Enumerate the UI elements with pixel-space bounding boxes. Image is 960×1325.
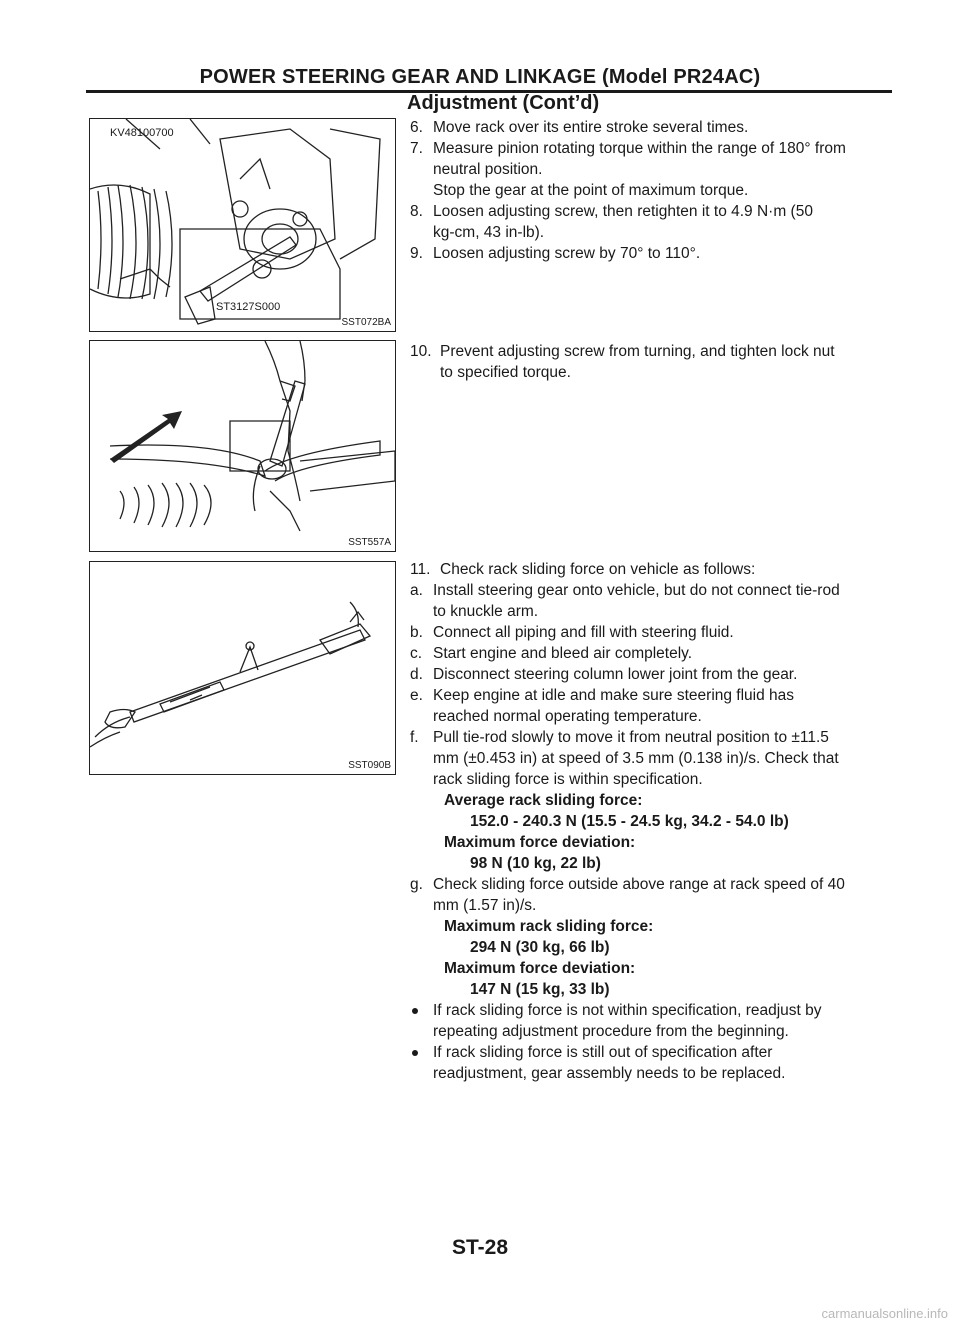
step-10-number: 10. bbox=[410, 343, 432, 360]
bullet-dot bbox=[412, 1050, 418, 1056]
substep-f-line: mm (±0.453 in) at speed of 3.5 mm (0.138 in)/s. Check that bbox=[433, 750, 839, 767]
spec-max-sliding-force-value: 294 N (30 kg, 66 lb) bbox=[470, 939, 610, 956]
step-11 bbox=[410, 559, 898, 1084]
steps-6-9 bbox=[410, 117, 898, 264]
step-8 bbox=[410, 201, 898, 243]
step-9-number: 9. bbox=[410, 245, 423, 262]
spec-average-sliding-force-value: 152.0 - 240.3 N (15.5 - 24.5 kg, 34.2 - 54.0 lb) bbox=[470, 813, 789, 830]
bullet-line: readjustment, gear assembly needs to be replaced. bbox=[433, 1065, 786, 1082]
spec-max-sliding-force-label: Maximum rack sliding force: bbox=[444, 918, 654, 935]
step-11-item bbox=[410, 559, 898, 580]
substep-b-letter: b. bbox=[410, 624, 423, 641]
substep-c-letter: c. bbox=[410, 645, 423, 662]
step-11-text: Check rack sliding force on vehicle as follows: bbox=[440, 561, 756, 578]
figure-rack-sliding-force bbox=[89, 561, 396, 775]
step-10-line: to specified torque. bbox=[440, 364, 571, 381]
step-9 bbox=[410, 243, 898, 264]
substep-c-text: Start engine and bleed air completely. bbox=[433, 645, 693, 662]
substep-b-text: Connect all piping and fill with steering fluid. bbox=[433, 624, 734, 641]
step-10 bbox=[410, 341, 898, 383]
substep-b bbox=[410, 622, 898, 643]
substep-e bbox=[410, 685, 898, 727]
substep-g-letter: g. bbox=[410, 876, 423, 893]
substep-f-letter: f. bbox=[410, 729, 419, 746]
step-6 bbox=[410, 117, 898, 138]
step-8-line: Loosen adjusting screw, then retighten it to 4.9 N·m (50 bbox=[433, 203, 813, 220]
step-8-number: 8. bbox=[410, 203, 423, 220]
substep-f-line: rack sliding force is within specification. bbox=[433, 771, 703, 788]
step-7-number: 7. bbox=[410, 140, 423, 157]
section-title: Adjustment (Cont’d) bbox=[407, 92, 600, 114]
substep-a-letter: a. bbox=[410, 582, 423, 599]
substep-d-letter: d. bbox=[410, 666, 423, 683]
bullet-line: If rack sliding force is still out of specification after bbox=[433, 1044, 773, 1061]
figure-3-code: SST090B bbox=[348, 760, 391, 771]
substep-e-line: Keep engine at idle and make sure steering fluid has bbox=[433, 687, 795, 704]
spec-average-sliding-force-label: Average rack sliding force: bbox=[444, 792, 643, 809]
page-header-title: POWER STEERING GEAR AND LINKAGE (Model PR24AC) bbox=[199, 66, 761, 88]
step-7-line: Stop the gear at the point of maximum torque. bbox=[433, 182, 749, 199]
substep-g-line: Check sliding force outside above range at rack speed of 40 bbox=[433, 876, 845, 893]
substep-e-line: reached normal operating temperature. bbox=[433, 708, 702, 725]
step-9-text: Loosen adjusting screw by 70° to 110°. bbox=[433, 245, 701, 262]
substep-d bbox=[410, 664, 898, 685]
figure-2-code: SST557A bbox=[348, 537, 391, 548]
substep-d-text: Disconnect steering column lower joint from the gear. bbox=[433, 666, 798, 683]
page-number: ST-28 bbox=[451, 1236, 509, 1259]
figure-lock-nut bbox=[89, 340, 396, 552]
step-7-line: Measure pinion rotating torque within the range of 180° from bbox=[433, 140, 846, 157]
bullet-item bbox=[410, 1042, 898, 1084]
figure-3-illustration bbox=[90, 562, 396, 775]
spec-max-deviation-label: Maximum force deviation: bbox=[444, 834, 636, 851]
substep-f bbox=[410, 727, 898, 790]
step-10-item bbox=[410, 341, 898, 383]
step-6-number: 6. bbox=[410, 119, 423, 136]
substep-g-line: mm (1.57 in)/s. bbox=[433, 897, 537, 914]
bullet-line: If rack sliding force is not within specification, readjust by bbox=[433, 1002, 822, 1019]
bullet-dot bbox=[412, 1008, 418, 1014]
substep-g bbox=[410, 874, 898, 916]
step-11-number: 11. bbox=[410, 561, 431, 578]
watermark: carmanualsonline.info bbox=[821, 1306, 948, 1321]
substep-a-line: to knuckle arm. bbox=[433, 603, 539, 620]
figure-1-label-st: ST3127S000 bbox=[216, 301, 281, 313]
figure-torque-gauge bbox=[89, 118, 396, 332]
step-10-line: Prevent adjusting screw from turning, and tighten lock nut bbox=[440, 343, 835, 360]
step-7-line: neutral position. bbox=[433, 161, 543, 178]
substep-a-line: Install steering gear onto vehicle, but do not connect tie-rod bbox=[433, 582, 840, 599]
substep-e-letter: e. bbox=[410, 687, 423, 704]
bullet-item bbox=[410, 1000, 898, 1042]
step-6-text: Move rack over its entire stroke several times. bbox=[433, 119, 749, 136]
figure-2-illustration bbox=[90, 341, 396, 552]
step-8-line: kg-cm, 43 in-lb). bbox=[433, 224, 545, 241]
spec-max-deviation-value: 98 N (10 kg, 22 lb) bbox=[470, 855, 601, 872]
spec-max-deviation-g-value: 147 N (15 kg, 33 lb) bbox=[470, 981, 610, 998]
substep-c bbox=[410, 643, 898, 664]
figure-1-code: SST072BA bbox=[341, 317, 391, 328]
substep-f-line: Pull tie-rod slowly to move it from neutral position to ±11.5 bbox=[433, 729, 829, 746]
bullet-line: repeating adjustment procedure from the beginning. bbox=[433, 1023, 789, 1040]
figure-1-label-kv: KV48100700 bbox=[110, 127, 174, 139]
step-7 bbox=[410, 138, 898, 201]
spec-max-deviation-g-label: Maximum force deviation: bbox=[444, 960, 636, 977]
substep-a bbox=[410, 580, 898, 622]
